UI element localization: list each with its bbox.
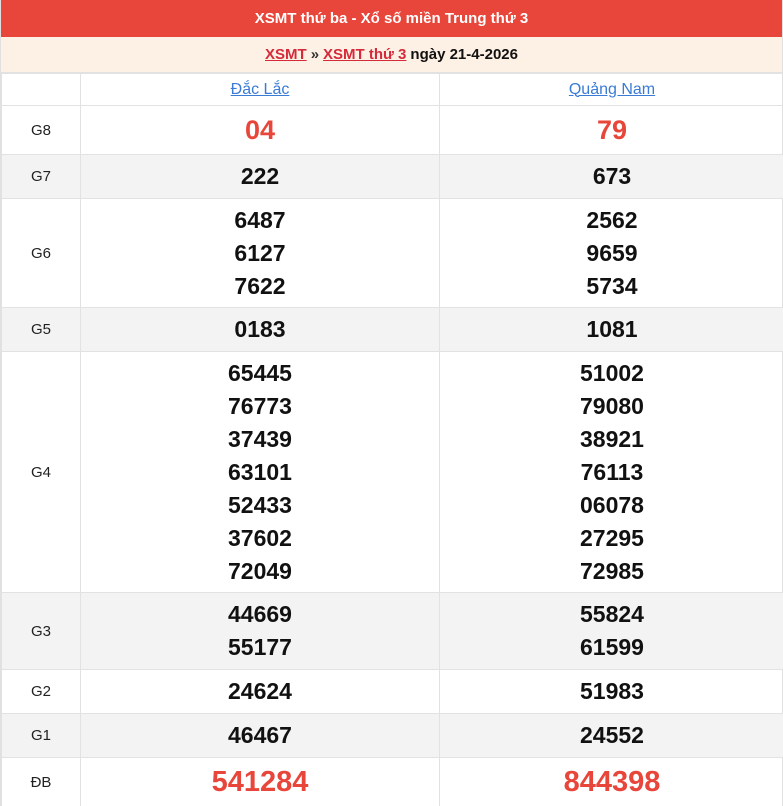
result-number: 6487 [234,206,286,233]
result-number: 72985 [580,557,644,584]
prize-row-g5 [2,308,783,352]
prize-row-g1 [2,714,783,758]
result-cell [440,714,783,758]
result-cell [81,106,440,155]
result-number: 1081 [586,316,638,342]
result-cell [81,670,440,714]
result-number: 61599 [580,634,644,660]
result-cell [81,714,440,758]
result-number: 673 [592,163,632,189]
result-cell [81,352,440,593]
result-cell [440,308,783,352]
results-table [1,73,783,806]
result-number: 51002 [580,359,644,386]
breadcrumb-separator: » [310,46,320,63]
result-number: 63101 [228,458,292,485]
result-cell [440,593,783,670]
result-number: 51983 [580,678,644,704]
result-cell [440,670,783,714]
result-number: 46467 [228,722,292,748]
result-number: 79 [596,114,628,145]
prize-row-g8 [2,106,783,155]
province-header [440,74,783,106]
result-number: 52433 [228,491,292,518]
prize-label: G6 [2,199,81,308]
prize-label: G7 [2,155,81,199]
results-title-text: XSMT thứ ba - Xổ số miền Trung thứ 3 [254,10,529,27]
result-number: 24624 [228,678,292,704]
prize-row-g7 [2,155,783,199]
result-cell [81,199,440,308]
result-number: 24552 [580,722,644,748]
result-cell [81,308,440,352]
result-cell [81,758,440,806]
result-number: 37602 [228,524,292,551]
result-cell [81,593,440,670]
result-number: 38921 [580,425,644,452]
result-number: 44669 [228,601,292,627]
breadcrumb-link-xsmt-thu-3[interactable]: XSMT thứ 3 [323,46,407,63]
province-link-quang-nam[interactable]: Quảng Nam [568,80,656,98]
result-number: 7622 [234,272,286,299]
result-number: 37439 [228,425,292,452]
result-number: 06078 [580,491,644,518]
prize-row-g3 [2,593,783,670]
results-title [1,0,782,37]
prize-row-g6 [2,199,783,308]
corner-cell [2,74,81,106]
result-number: 04 [244,114,276,145]
result-number: 76773 [228,392,292,419]
result-number: 27295 [580,524,644,551]
prize-label: G5 [2,308,81,352]
result-number: 55824 [580,601,644,627]
prize-label: G3 [2,593,81,670]
result-number: 72049 [228,557,292,584]
province-header [81,74,440,106]
special-prize-number: 541284 [211,766,309,798]
prize-label: G2 [2,670,81,714]
prize-label: G1 [2,714,81,758]
result-cell [81,155,440,199]
result-number: 76113 [580,458,644,485]
result-number: 79080 [580,392,644,419]
prize-row-special [2,758,783,806]
breadcrumb-link-xsmt[interactable]: XSMT [265,46,307,63]
prize-label: G8 [2,106,81,155]
breadcrumb [1,37,782,73]
result-number: 65445 [228,359,292,386]
result-number: 2562 [586,206,638,233]
result-number: 6127 [234,239,286,266]
prize-label: G4 [2,352,81,593]
prize-row-g4 [2,352,783,593]
result-number: 55177 [228,634,292,660]
prize-label: ĐB [2,758,81,806]
province-link-dac-lac[interactable]: Đắc Lắc [230,80,290,98]
prize-row-g2 [2,670,783,714]
result-number: 0183 [234,316,286,342]
result-number: 9659 [586,239,638,266]
result-cell [440,352,783,593]
result-cell [440,758,783,806]
special-prize-number: 844398 [563,766,661,798]
result-cell [440,199,783,308]
result-number: 222 [240,163,280,189]
result-cell [440,106,783,155]
result-cell [440,155,783,199]
result-number: 5734 [586,272,638,299]
breadcrumb-date: ngày 21-4-2026 [410,46,518,63]
